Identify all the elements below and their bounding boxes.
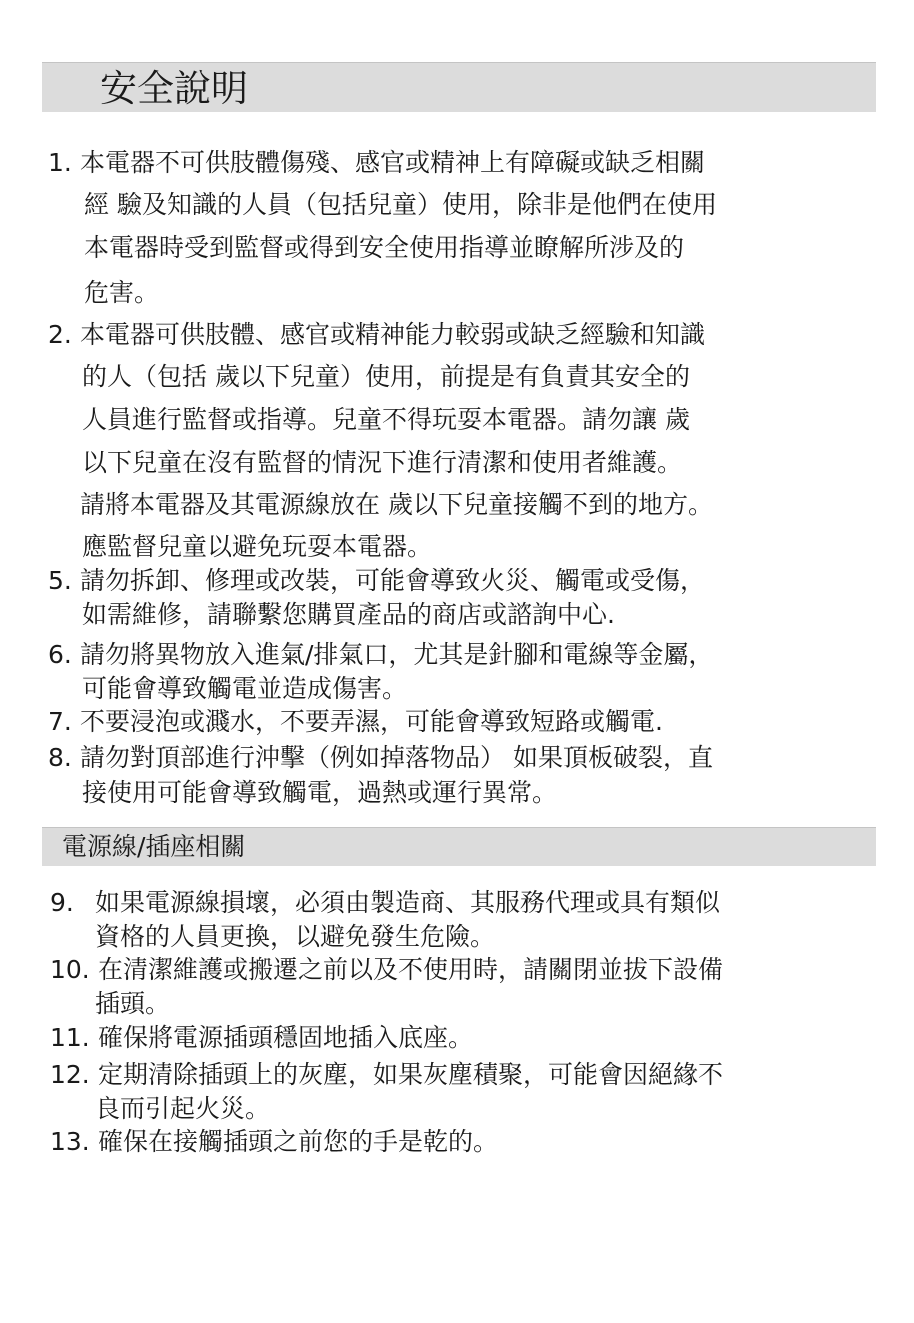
item-line: 的人（包括 歲以下兒童）使用，前提是有負責其安全的	[82, 362, 690, 391]
item-line: 請勿將異物放入進氣/排氣口，尤其是針腳和電線等金屬，	[80, 640, 714, 669]
item-line: 本電器不可供肢體傷殘、感官或精神上有障礙或缺乏相關	[80, 148, 706, 177]
item-number: 13.	[50, 1127, 90, 1156]
item-line: 資格的人員更換，以避免發生危險。	[95, 922, 496, 951]
item-line: 經 驗及知識的人員（包括兒童）使用，除非是他們在使用	[84, 190, 717, 219]
item-number: 8.	[48, 743, 72, 772]
item-number: 2.	[48, 320, 72, 349]
item-line: 定期清除插頭上的灰塵，如果灰塵積聚，可能會因絕緣不	[98, 1060, 724, 1089]
section-banner-power-cord	[42, 827, 876, 866]
item-line: 危害。	[84, 278, 160, 307]
item-line: 如需維修，請聯繫您購買產品的商店或諮詢中心.	[82, 600, 615, 629]
item-line: 插頭。	[95, 989, 171, 1018]
item-number: 6.	[48, 640, 72, 669]
item-number: 1.	[48, 148, 72, 177]
item-line: 接使用可能會導致觸電，過熱或運行異常。	[82, 778, 558, 807]
item-line: 請將本電器及其電源線放在 歲以下兒童接觸不到的地方。	[80, 490, 713, 519]
section-title: 電源線/插座相關	[62, 832, 246, 861]
item-line: 確保將電源插頭穩固地插入底座。	[98, 1023, 474, 1052]
item-number: 9.	[50, 888, 74, 917]
page-title: 安全說明	[100, 67, 248, 110]
item-number: 5.	[48, 566, 72, 595]
item-number: 10.	[50, 955, 90, 984]
title-banner	[42, 62, 876, 112]
item-line: 可能會導致觸電並造成傷害。	[82, 674, 408, 703]
item-line: 人員進行監督或指導。兒童不得玩耍本電器。請勿讓 歲	[82, 405, 690, 434]
item-line: 在清潔維護或搬遷之前以及不使用時，請關閉並拔下設備	[98, 955, 724, 984]
item-number: 11.	[50, 1023, 90, 1052]
item-line: 以下兒童在沒有監督的情況下進行清潔和使用者維護。	[82, 448, 683, 477]
item-line: 如果電源線損壞，必須由製造商、其服務代理或具有類似	[95, 888, 721, 917]
item-line: 本電器時受到監督或得到安全使用指導並瞭解所涉及的	[84, 233, 685, 262]
item-line: 請勿拆卸、修理或改裝，可能會導致火災、觸電或受傷，	[80, 566, 706, 595]
item-line: 良而引起火災。	[95, 1094, 271, 1123]
item-number: 12.	[50, 1060, 90, 1089]
item-line: 確保在接觸插頭之前您的手是乾的。	[98, 1127, 499, 1156]
item-line: 請勿對頂部進行沖擊（例如掉落物品） 如果頂板破裂，直	[80, 743, 713, 772]
item-line: 不要浸泡或濺水，不要弄濕，可能會導致短路或觸電.	[80, 707, 663, 736]
item-line: 應監督兒童以避免玩耍本電器。	[82, 532, 433, 561]
item-line: 本電器可供肢體、感官或精神能力較弱或缺乏經驗和知識	[80, 320, 706, 349]
item-number: 7.	[48, 707, 72, 736]
